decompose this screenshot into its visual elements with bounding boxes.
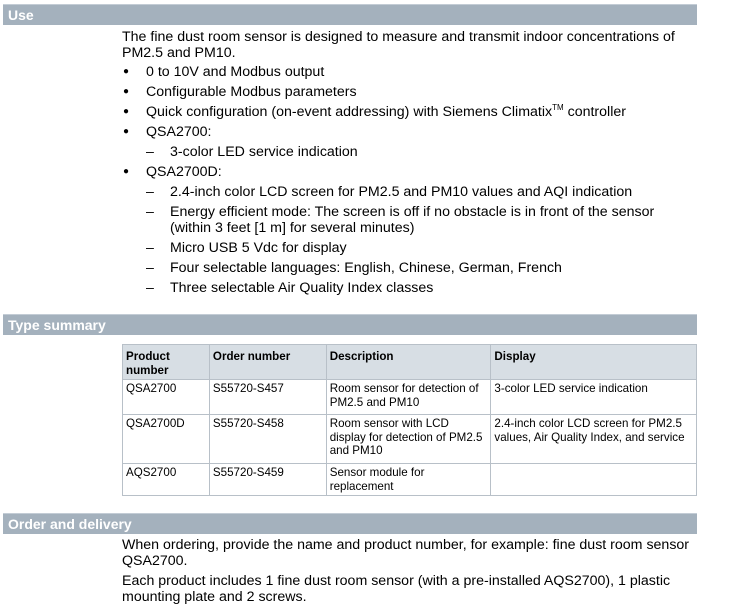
- table-header-row: [123, 345, 697, 380]
- feature-list: [122, 64, 697, 300]
- order-paragraph-1: When ordering, provide the name and product number, for example: fine dust room sensor QSA2700.: [122, 537, 690, 569]
- list-item: ● QSA2700: – 3-color LED service indication: [122, 124, 697, 160]
- table-cell: QSA2700: [123, 380, 210, 415]
- column-header: Display: [491, 345, 697, 380]
- section-header-use: [3, 4, 697, 25]
- table-cell: S55720-S457: [209, 380, 326, 415]
- table-cell: S55720-S459: [209, 464, 326, 496]
- type-summary-table: [122, 344, 697, 496]
- column-header: Description: [326, 345, 491, 380]
- table-cell: QSA2700D: [123, 415, 210, 464]
- order-paragraph-2: Each product includes 1 fine dust room sensor (with a pre-installed AQS2700), 1 plastic mounting plate and 2 screws.: [122, 573, 671, 605]
- table-cell: Sensor module for replacement: [326, 464, 491, 496]
- table-cell: S55720-S458: [209, 415, 326, 464]
- trademark-mark: TM: [552, 103, 564, 112]
- sub-list: [146, 184, 697, 296]
- column-header: Product number: [123, 345, 210, 380]
- table-cell: Room sensor with LCD display for detection of PM2.5 and PM10: [326, 415, 491, 464]
- table-cell: Room sensor for detection of PM2.5 and PM10: [326, 380, 491, 415]
- table-cell: [491, 464, 697, 496]
- sub-list-item: – 3-color LED service indication: [146, 144, 697, 160]
- table-cell: 3-color LED service indication: [491, 380, 697, 415]
- sub-list-item: – Four selectable languages: English, Chinese, German, French: [146, 260, 697, 276]
- table-row: [123, 415, 697, 464]
- section-title: Use: [8, 7, 34, 23]
- table-row: [123, 464, 697, 496]
- section-header-order-delivery: [3, 513, 697, 534]
- section-title: Order and delivery: [8, 516, 132, 532]
- list-item: ● 0 to 10V and Modbus output: [122, 64, 697, 80]
- list-item: ● Quick configuration (on-event addressing) with Siemens Climatix™ controller: [122, 104, 697, 120]
- sub-list-item: – Energy efficient mode: The screen is off if no obstacle is in front of the sensor (within 3 feet [1 m] for several minutes): [146, 204, 697, 236]
- table-cell: AQS2700: [123, 464, 210, 496]
- use-intro: The fine dust room sensor is designed to measure and transmit indoor concentrations of PM2.5 and PM10.: [122, 29, 675, 61]
- sub-list-item: – 2.4-inch color LCD screen for PM2.5 and PM10 values and AQI indication: [146, 184, 697, 200]
- table-cell: 2.4-inch color LCD screen for PM2.5 values, Air Quality Index, and service: [491, 415, 697, 464]
- column-header: Order number: [209, 345, 326, 380]
- sub-list-item: – Micro USB 5 Vdc for display: [146, 240, 697, 256]
- table-row: [123, 380, 697, 415]
- section-header-type-summary: [3, 314, 697, 335]
- sub-list: [146, 144, 697, 160]
- section-title: Type summary: [8, 317, 106, 333]
- sub-list-item: – Three selectable Air Quality Index classes: [146, 280, 697, 296]
- list-item: ● Configurable Modbus parameters: [122, 84, 697, 100]
- list-item: ● QSA2700D: – 2.4-inch color LCD screen for PM2.5 and PM10 values and AQI indication – Energy efficient mode: The screen is off if no obstacle is in front of the sensor (within 3 feet [1 m] for several minutes) – Micro USB 5 Vdc for display – Four selectable languages: English, Chinese, German, French – Three selectable Air Quality Index classes: [122, 164, 697, 296]
